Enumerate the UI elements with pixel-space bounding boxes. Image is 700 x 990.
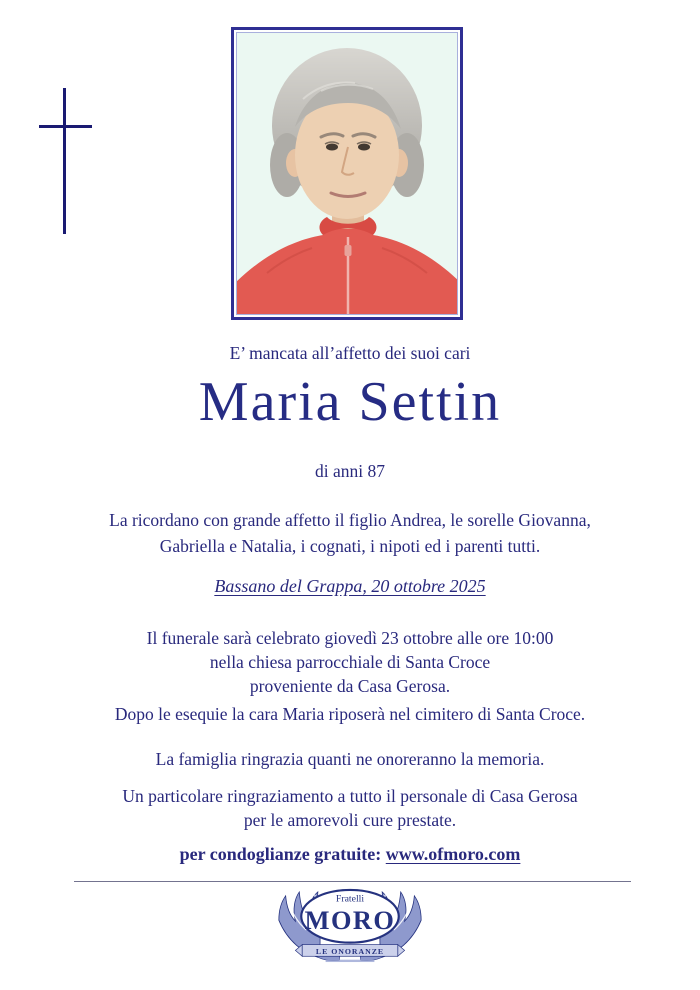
deceased-name: Maria Settin bbox=[198, 371, 502, 433]
family-line: Gabriella e Natalia, i cognati, i nipoti ed i parenti tutti. bbox=[159, 536, 541, 556]
funeral-home-logo bbox=[272, 885, 428, 971]
special-thanks-paragraph bbox=[0, 784, 700, 832]
funeral-line: proveniente da Casa Gerosa. bbox=[249, 676, 451, 696]
banner-fine-print bbox=[326, 960, 375, 962]
family-line: La ricordano con grande affetto il figlio Andrea, le sorelle Giovanna, bbox=[109, 510, 591, 530]
portrait-inner-border bbox=[236, 32, 458, 315]
burial-line: Dopo le esequie la cara Maria riposerà nel cimitero di Santa Croce. bbox=[114, 704, 586, 724]
funeral-line: nella chiesa parrocchiale di Santa Croce bbox=[209, 652, 491, 672]
intro-line: E’ mancata all’affetto dei suoi cari bbox=[229, 343, 471, 363]
funeral-line: Il funerale sarà celebrato giovedì 23 ottobre alle ore 10:00 bbox=[146, 628, 554, 648]
thanks-line: La famiglia ringrazia quanti ne onoreranno la memoria. bbox=[155, 749, 545, 769]
divider-line bbox=[74, 881, 631, 882]
logo-brand-word: MORO bbox=[304, 905, 396, 935]
place-date-line bbox=[0, 576, 700, 597]
condolences-line bbox=[0, 844, 700, 865]
age-line: di anni 87 bbox=[315, 461, 385, 481]
special-thanks-line: per le amorevoli cure prestate. bbox=[243, 810, 457, 830]
condolences-label: per condoglianze gratuite: bbox=[179, 844, 382, 864]
place-date-text: Bassano del Grappa, 20 ottobre 2025 bbox=[214, 576, 486, 596]
special-thanks-line: Un particolare ringraziamento a tutto il personale di Casa Gerosa bbox=[122, 786, 578, 806]
banner-text: LE ONORANZE bbox=[315, 946, 385, 956]
funeral-paragraph bbox=[0, 626, 700, 698]
funeral-home-logo-graphic bbox=[272, 885, 428, 971]
family-paragraph bbox=[0, 507, 700, 559]
cross-horizontal-bar bbox=[39, 125, 92, 128]
portrait-frame bbox=[231, 27, 463, 320]
condolences-website-link[interactable]: www.ofmoro.com bbox=[385, 844, 521, 864]
portrait-photo bbox=[237, 33, 457, 314]
cross-vertical-bar bbox=[63, 88, 66, 234]
logo-top-word: Fratelli bbox=[335, 893, 365, 905]
cross-icon bbox=[39, 88, 92, 234]
